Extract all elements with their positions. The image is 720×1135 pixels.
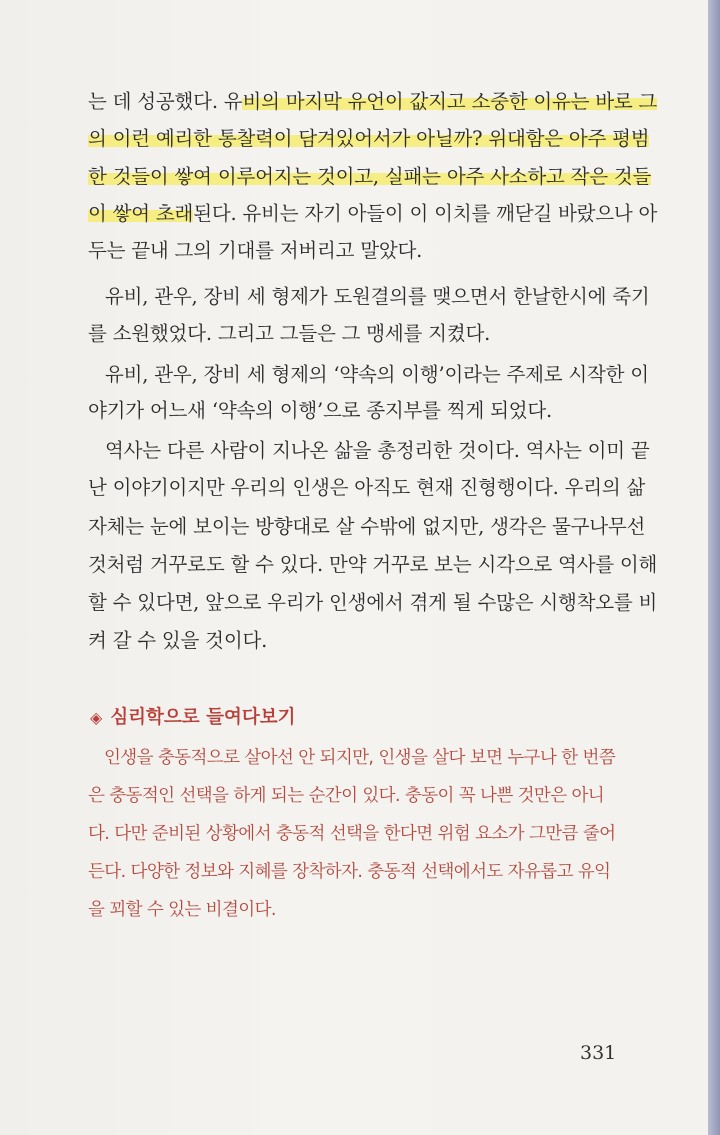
body-line-14: 할 수 있다면, 앞으로 우리가 인생에서 겪게 될 수많은 시행착오를 비 — [88, 591, 658, 614]
aside-line-1: 인생을 충동적으로 살아선 안 되지만, 인생을 살다 보면 누구나 한 번쯤 — [104, 748, 616, 768]
highlighted-text: 비의 마지막 유언이 값지고 소중한 이유는 바로 그 — [242, 90, 658, 113]
body-line-4 — [88, 200, 658, 228]
body-line-15: 켜 갈 수 있을 것이다. — [88, 629, 268, 652]
page-number: 331 — [580, 1042, 617, 1064]
aside-line-2: 은 충동적인 선택을 하게 되는 순간이 있다. 충동이 꼭 나쁜 것만은 아니 — [88, 786, 605, 806]
aside-line-4: 든다. 다양한 정보와 지혜를 장착하자. 충동적 선택에서도 자유롭고 유익 — [88, 862, 611, 882]
body-line-5: 두는 끝내 그의 기대를 저버리고 말았다. — [88, 239, 423, 262]
highlighted-text: 의 이런 예리한 통찰력이 담겨있어서가 아닐까? 위대함은 아주 평범 — [88, 127, 650, 150]
body-line-13: 것처럼 거꾸로도 할 수 있다. 만약 거꾸로 보는 시각으로 역사를 이해 — [88, 553, 658, 576]
aside-title-text: 심리학으로 들여다보기 — [110, 707, 296, 728]
page-edge — [708, 0, 720, 1135]
body-line-8: 유비, 관우, 장비 세 형제의 ‘약속의 이행’이라는 주제로 시작한 이 — [105, 363, 649, 386]
body-line-11: 난 이야기이지만 우리의 인생은 아직도 현재 진형행이다. 우리의 삶 — [88, 476, 646, 499]
body-line-6: 유비, 관우, 장비 세 형제가 도원결의를 맺으면서 한날한시에 죽기 — [105, 285, 650, 308]
highlighted-text: 한 것들이 쌓여 이루어지는 것이고, 실패는 아주 사소하고 작은 것들 — [88, 165, 652, 188]
highlighted-text: 이 쌓여 초래 — [88, 202, 194, 225]
body-line-1 — [88, 88, 658, 116]
body-line-12: 자체는 눈에 보이는 방향대로 살 수밖에 없지만, 생각은 물구나무선 — [88, 515, 646, 538]
body-line-2 — [88, 125, 650, 153]
body-line-1-plain: 는 데 성공했다. 유 — [88, 90, 243, 113]
body-line-3 — [88, 163, 652, 191]
body-line-7: 를 소원했었다. 그리고 그들은 그 맹세를 지켰다. — [88, 322, 491, 345]
aside-line-3: 다. 다만 준비된 상황에서 충동적 선택을 한다면 위험 요소가 그만큼 줄어 — [88, 824, 616, 844]
body-line-9: 야기가 어느새 ‘약속의 이행’으로 종지부를 찍게 되었다. — [88, 399, 553, 422]
diamond-icon: ◈ — [90, 708, 103, 727]
aside-title — [90, 705, 295, 731]
body-line-4-plain: 된다. 유비는 자기 아들이 이 이치를 깨닫길 바랐으나 아 — [193, 202, 658, 225]
body-line-10: 역사는 다른 사람이 지나온 삶을 총정리한 것이다. 역사는 이미 끝 — [105, 439, 650, 462]
aside-line-5: 을 꾀할 수 있는 비결이다. — [88, 900, 276, 920]
